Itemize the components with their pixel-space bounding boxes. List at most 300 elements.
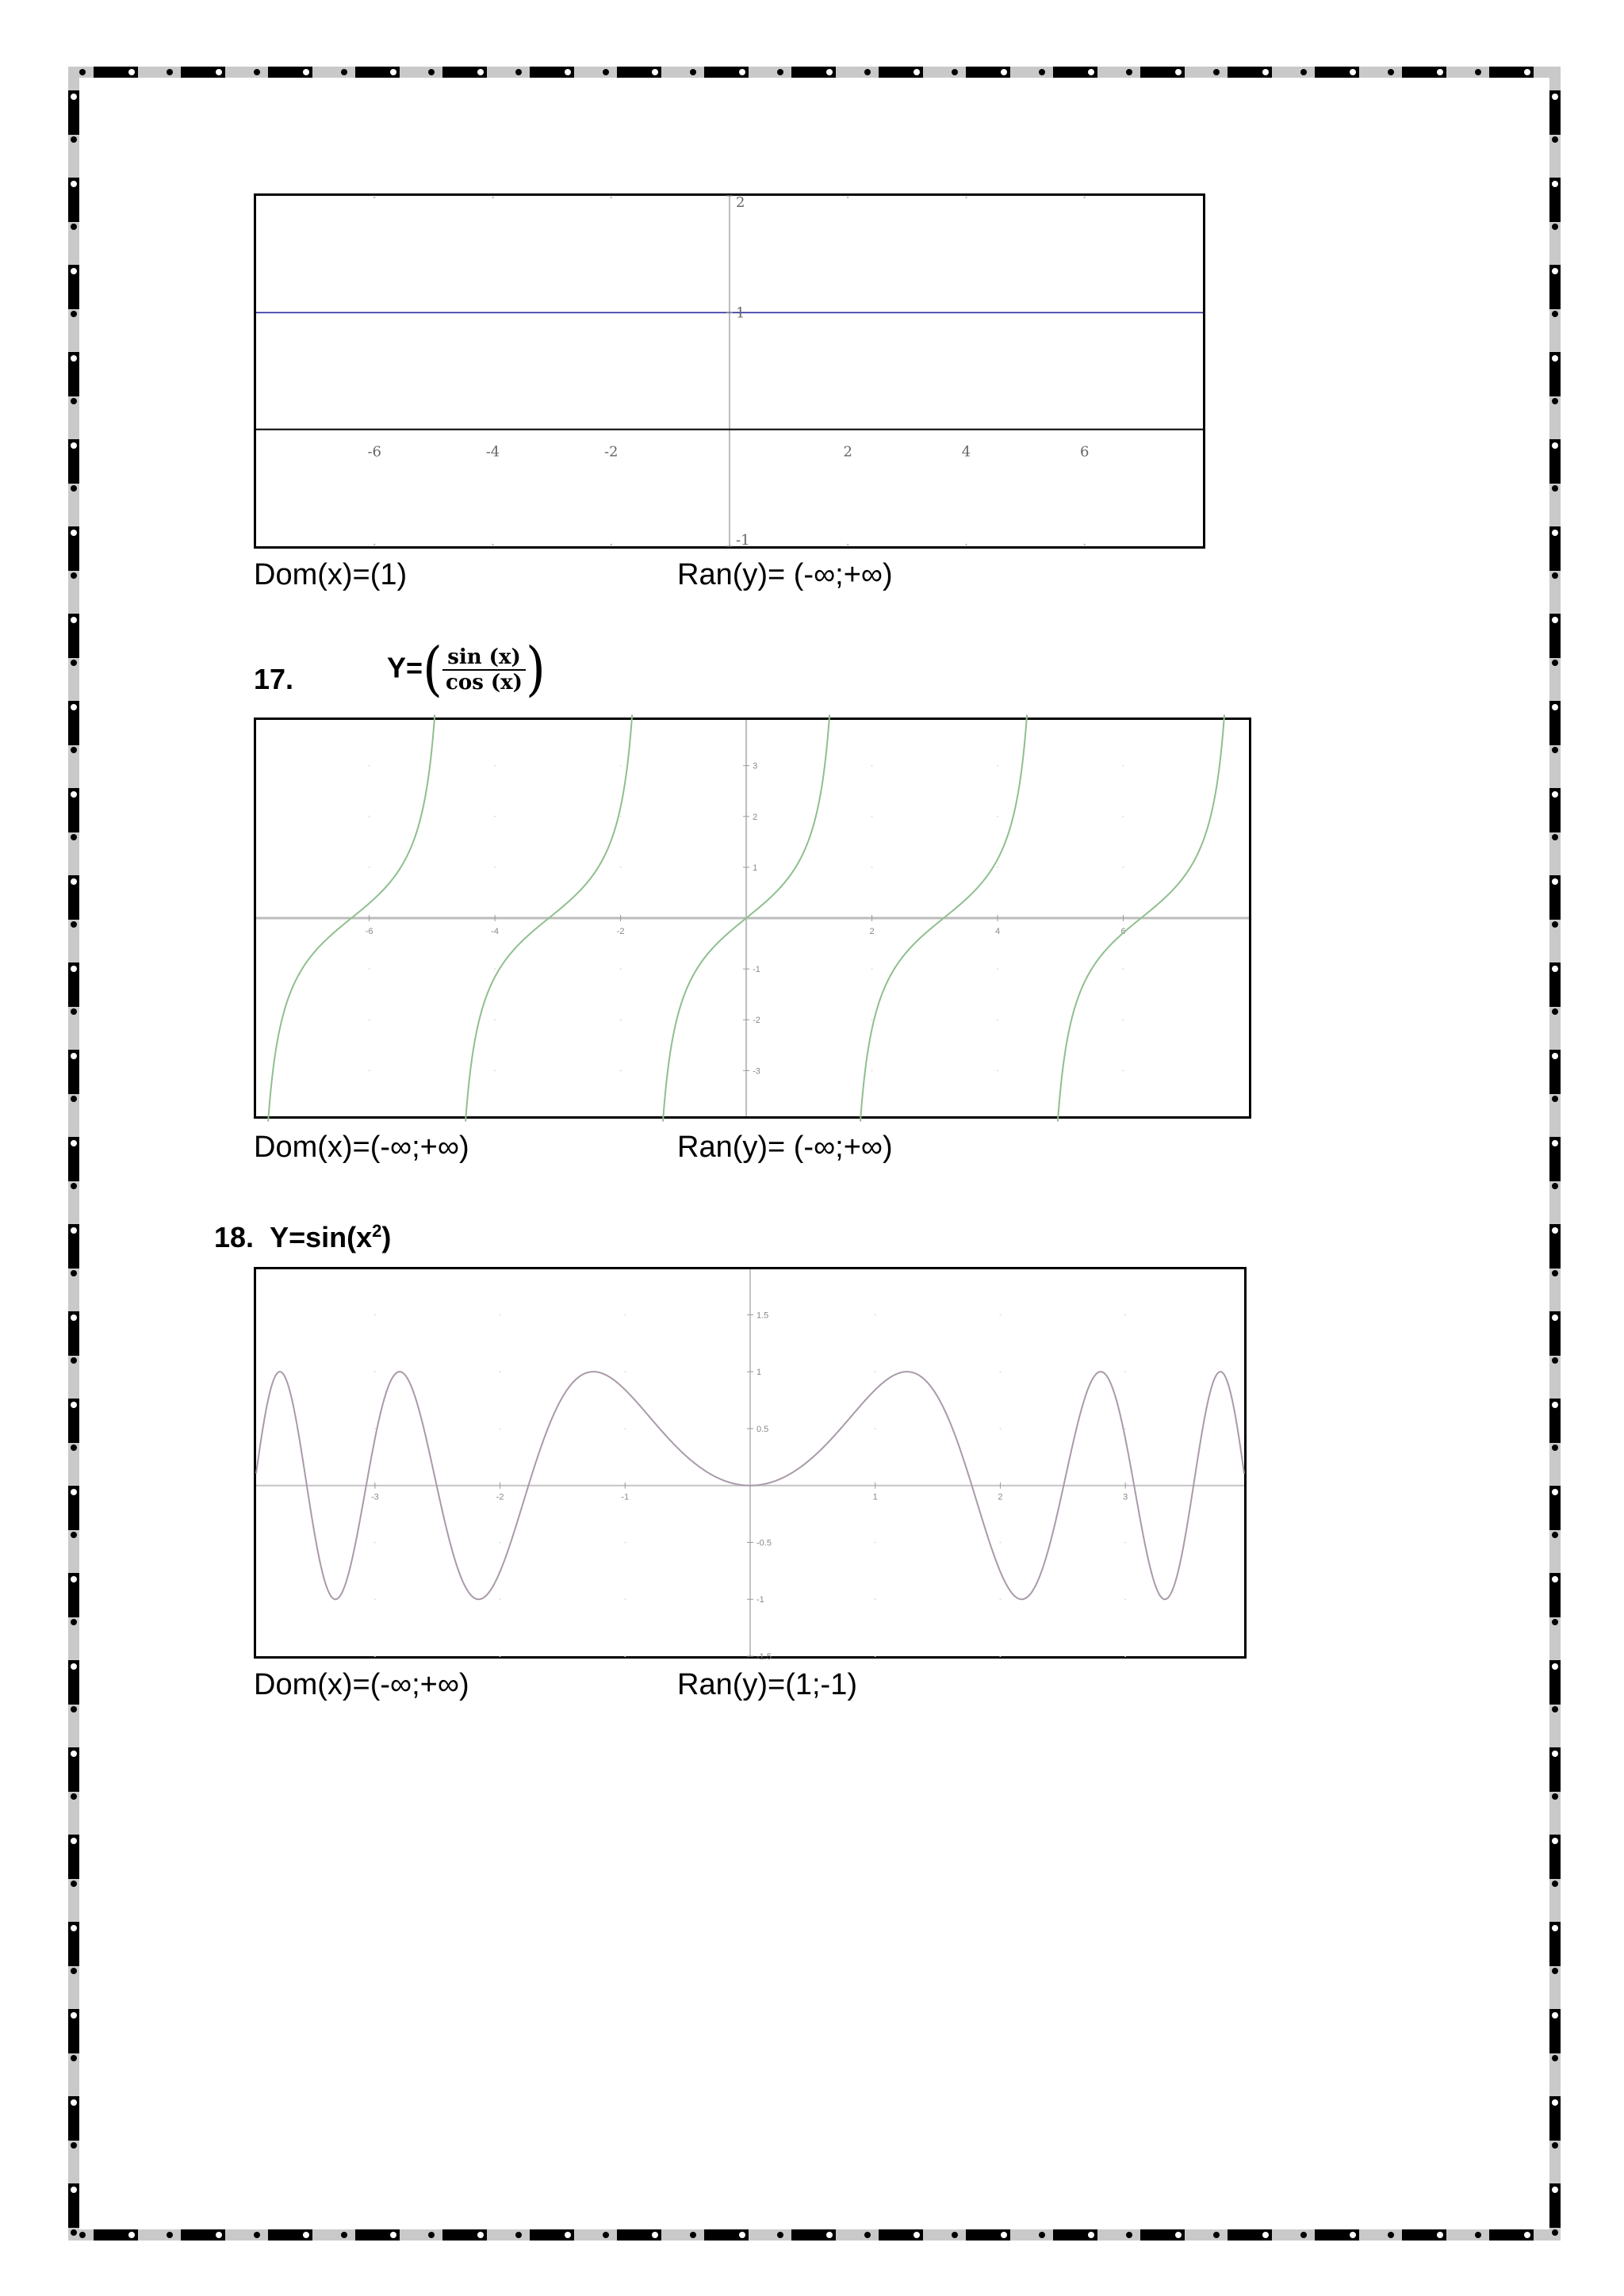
border-dot: [71, 398, 77, 404]
x-tick-label: 2: [869, 927, 875, 936]
border-dot: [1039, 2232, 1045, 2238]
grid-dot: [494, 1070, 496, 1071]
border-dot-white: [1262, 69, 1269, 75]
border-dot: [1552, 1008, 1558, 1015]
border-dot-white: [1552, 2012, 1558, 2019]
grid-dot: [374, 1371, 376, 1372]
y-tick-label: -1: [736, 532, 750, 549]
border-dot-white: [1552, 1663, 1558, 1670]
border-dot: [71, 136, 77, 143]
grid-dot: [624, 1655, 626, 1657]
border-dot-white: [1552, 966, 1558, 972]
border-dot-white: [1552, 355, 1558, 362]
border-dot: [1126, 2232, 1132, 2238]
border-dot: [1388, 69, 1394, 75]
border-dot: [79, 69, 86, 75]
exercise-number-18: 18.: [214, 1221, 255, 1253]
border-dot: [71, 1793, 77, 1800]
border-dot-white: [71, 268, 77, 274]
border-dot: [71, 2229, 77, 2236]
border-dot: [1552, 1968, 1558, 1974]
formula-18-prefix: Y=sin(x: [270, 1221, 373, 1253]
right-paren: ): [525, 636, 546, 704]
border-dot: [71, 1096, 77, 1102]
border-dot-white: [71, 966, 77, 972]
left-paren: (: [423, 636, 443, 704]
border-dot-white: [71, 2012, 77, 2019]
border-dot-white: [652, 69, 658, 75]
x-tick-label: -6: [365, 927, 373, 936]
border-dot: [1552, 398, 1558, 404]
border-dot: [71, 2055, 77, 2061]
border-dot-white: [1437, 2232, 1443, 2238]
x-tick-label: 6: [1120, 927, 1126, 936]
border-dot-white: [1552, 1925, 1558, 1931]
range-label-16: Ran(y)= (-∞;+∞): [677, 558, 893, 591]
border-dot-white: [71, 704, 77, 710]
plot-constant-function: [254, 193, 1205, 549]
border-dot: [515, 2232, 522, 2238]
grid-dot: [875, 1314, 876, 1315]
border-dot-white: [1175, 2232, 1182, 2238]
border-dot-white: [1552, 442, 1558, 449]
border-dot-white: [565, 69, 571, 75]
grid-dot: [1123, 1019, 1124, 1020]
grid-dot: [620, 1019, 622, 1020]
border-dot-white: [477, 2232, 484, 2238]
domain-label-17: Dom(x)=(-∞;+∞): [254, 1131, 469, 1164]
border-dot-white: [1552, 791, 1558, 798]
x-tick-label: -6: [367, 443, 382, 461]
border-dot-white: [914, 2232, 920, 2238]
border-dot: [952, 2232, 958, 2238]
grid-dot: [965, 197, 967, 198]
border-dot-white: [216, 2232, 222, 2238]
border-dot-white: [1524, 69, 1530, 75]
grid-dot: [871, 968, 873, 970]
border-dot: [71, 311, 77, 317]
border-dot-white: [1552, 878, 1558, 885]
grid-dot: [965, 544, 967, 545]
border-dot-white: [390, 2232, 396, 2238]
border-dot: [1552, 1183, 1558, 1189]
border-dot-white: [1001, 2232, 1007, 2238]
x-tick-label: -4: [491, 927, 500, 936]
grid-dot: [999, 1655, 1001, 1657]
x-tick-label: -2: [616, 927, 625, 936]
grid-dot: [369, 968, 370, 970]
border-dot-white: [477, 69, 484, 75]
border-dot-white: [1552, 268, 1558, 274]
border-dot-white: [1262, 2232, 1269, 2238]
grid-dot: [500, 1428, 501, 1429]
grid-dot: [1084, 544, 1086, 545]
grid-dot: [620, 816, 622, 817]
border-dot: [79, 2232, 86, 2238]
border-dot-white: [565, 2232, 571, 2238]
plot18-svg: [256, 1269, 1244, 1662]
border-dot-white: [71, 1663, 77, 1670]
border-dot: [1552, 1706, 1558, 1712]
grid-dot: [374, 1655, 376, 1657]
border-dot-white: [1552, 1314, 1558, 1321]
border-dot: [71, 224, 77, 230]
grid-dot: [997, 1070, 998, 1071]
grid-dot: [500, 1541, 501, 1543]
grid-dot: [374, 1598, 376, 1600]
grid-dot: [494, 968, 496, 970]
grid-dot: [624, 1314, 626, 1315]
grid-dot: [624, 1428, 626, 1429]
grid-dot: [871, 765, 873, 767]
border-dot: [71, 1357, 77, 1364]
border-dot-white: [826, 69, 833, 75]
x-tick-label: 1: [872, 1492, 878, 1502]
border-dot: [864, 69, 871, 75]
grid-dot: [374, 1314, 376, 1315]
grid-dot: [1124, 1598, 1126, 1600]
grid-dot: [997, 816, 998, 817]
border-dot-white: [71, 530, 77, 536]
grid-dot: [1123, 1070, 1124, 1071]
fraction-numerator: sin (x): [442, 645, 526, 671]
grid-dot: [611, 544, 612, 545]
border-dot-white: [128, 2232, 135, 2238]
grid-dot: [624, 1541, 626, 1543]
grid-dot: [997, 867, 998, 868]
border-dot: [71, 1183, 77, 1189]
border-dot-white: [1552, 2099, 1558, 2106]
border-dot-white: [216, 69, 222, 75]
y-tick-label: 2: [753, 812, 758, 822]
border-dot-white: [71, 1489, 77, 1495]
grid-dot: [997, 765, 998, 767]
grid-dot: [999, 1314, 1001, 1315]
x-tick-label: 2: [843, 443, 852, 461]
x-tick-label: -1: [621, 1492, 630, 1502]
border-dot-white: [71, 1576, 77, 1582]
border-dot-white: [71, 1314, 77, 1321]
border-dot: [1552, 224, 1558, 230]
border-dot: [71, 1445, 77, 1451]
grid-dot: [999, 1541, 1001, 1543]
border-dot-white: [1175, 69, 1182, 75]
plot17-svg: [256, 720, 1249, 1116]
border-dot: [777, 2232, 783, 2238]
grid-dot: [620, 968, 622, 970]
y-tick-label: 1: [756, 1368, 762, 1378]
border-dot: [1126, 69, 1132, 75]
border-dot: [1388, 2232, 1394, 2238]
border-dot: [254, 69, 260, 75]
border-dot: [603, 2232, 609, 2238]
grid-dot: [1123, 867, 1124, 868]
y-tick-label: -0.5: [756, 1538, 772, 1548]
grid-dot: [875, 1428, 876, 1429]
border-dot: [1552, 660, 1558, 666]
grid-dot: [373, 197, 375, 198]
border-dot: [1552, 1270, 1558, 1276]
border-dot: [1300, 69, 1307, 75]
x-tick-label: -3: [370, 1492, 379, 1502]
grid-dot: [624, 1371, 626, 1372]
border-dot: [71, 1270, 77, 1276]
border-dot-white: [1552, 1751, 1558, 1757]
border-dot: [167, 69, 173, 75]
border-dot-white: [1552, 1053, 1558, 1059]
border-dot-white: [1552, 1227, 1558, 1234]
grid-dot: [871, 816, 873, 817]
border-dot: [777, 69, 783, 75]
border-dot-white: [71, 1227, 77, 1234]
grid-dot: [500, 1655, 501, 1657]
grid-dot: [875, 1371, 876, 1372]
grid-dot: [369, 816, 370, 817]
border-dot-white: [303, 2232, 309, 2238]
grid-dot: [494, 816, 496, 817]
border-dot-white: [71, 355, 77, 362]
border-dot-white: [1088, 69, 1094, 75]
border-dot: [341, 69, 347, 75]
border-dot-white: [1552, 94, 1558, 100]
border-dot-white: [71, 617, 77, 623]
border-dot: [1552, 1619, 1558, 1625]
grid-dot: [373, 544, 375, 545]
y-tick-label: 0.5: [756, 1424, 769, 1434]
border-dot-white: [71, 2099, 77, 2106]
grid-dot: [997, 968, 998, 970]
border-dot-white: [1552, 704, 1558, 710]
grid-dot: [999, 1371, 1001, 1372]
grid-dot: [494, 867, 496, 868]
border-dot: [71, 1532, 77, 1538]
border-dot: [952, 69, 958, 75]
border-dot: [71, 921, 77, 928]
border-dot: [71, 2142, 77, 2149]
grid-dot: [620, 765, 622, 767]
border-dot: [1552, 1793, 1558, 1800]
plot-tangent-function: [254, 718, 1251, 1119]
grid-dot: [611, 197, 612, 198]
grid-dot: [369, 1070, 370, 1071]
border-dot: [71, 572, 77, 579]
border-dot: [71, 660, 77, 666]
border-dot-white: [71, 1140, 77, 1146]
border-dot: [1552, 921, 1558, 928]
border-dot: [71, 834, 77, 840]
border-dot: [1552, 572, 1558, 579]
border-dot: [428, 69, 435, 75]
border-dot: [1552, 2055, 1558, 2061]
x-tick-label: 6: [1080, 443, 1090, 461]
border-dot-white: [71, 1925, 77, 1931]
border-dot: [1475, 69, 1481, 75]
grid-dot: [369, 765, 370, 767]
border-dot: [864, 2232, 871, 2238]
y-tick-label: 3: [753, 761, 758, 771]
grid-dot: [500, 1371, 501, 1372]
grid-dot: [999, 1428, 1001, 1429]
border-dot: [1552, 485, 1558, 492]
border-dot-white: [71, 181, 77, 187]
border-dot-white: [390, 69, 396, 75]
grid-dot: [1123, 765, 1124, 767]
border-dot-white: [1552, 2187, 1558, 2193]
grid-dot: [875, 1598, 876, 1600]
border-dot-white: [71, 442, 77, 449]
border-dot-white: [1552, 1489, 1558, 1495]
border-dot: [341, 2232, 347, 2238]
border-dot: [71, 1881, 77, 1887]
border-dot-white: [71, 94, 77, 100]
domain-label-16: Dom(x)=(1): [254, 558, 408, 591]
border-dot: [428, 2232, 435, 2238]
y-tick-label: 1: [736, 304, 745, 322]
border-dot-white: [1552, 181, 1558, 187]
x-tick-label: -2: [603, 443, 619, 461]
border-dot-white: [1350, 69, 1356, 75]
border-dot-white: [71, 1402, 77, 1408]
border-dot-white: [1001, 69, 1007, 75]
border-dot: [254, 2232, 260, 2238]
border-dot-white: [1552, 1140, 1558, 1146]
grid-dot: [624, 1598, 626, 1600]
grid-dot: [999, 1598, 1001, 1600]
domain-label-18: Dom(x)=(-∞;+∞): [254, 1668, 469, 1701]
border-dot: [1213, 69, 1220, 75]
x-tick-label: 4: [961, 443, 971, 461]
grid-dot: [871, 1070, 873, 1071]
range-label-17: Ran(y)= (-∞;+∞): [677, 1131, 893, 1164]
grid-dot: [875, 1655, 876, 1657]
border-dot-white: [71, 1751, 77, 1757]
border-dot: [1552, 747, 1558, 753]
border-dot-white: [71, 791, 77, 798]
y-tick-label: -3: [753, 1066, 760, 1077]
x-tick-label: 2: [998, 1492, 1003, 1502]
border-dot: [71, 485, 77, 492]
x-tick-label: -4: [485, 443, 500, 461]
grid-dot: [500, 1314, 501, 1315]
border-dot: [1552, 2142, 1558, 2149]
border-dot-white: [71, 1053, 77, 1059]
border-dot-white: [71, 878, 77, 885]
border-dot: [1213, 2232, 1220, 2238]
border-dot: [1552, 1096, 1558, 1102]
grid-dot: [494, 765, 496, 767]
border-dot-white: [303, 69, 309, 75]
border-dot: [71, 747, 77, 753]
border-dot-white: [914, 69, 920, 75]
border-dot: [1552, 2229, 1558, 2236]
grid-dot: [1124, 1371, 1126, 1372]
border-dot: [690, 69, 696, 75]
border-dot: [515, 69, 522, 75]
y-tick-label: 1: [753, 863, 758, 873]
y-tick-label: 1.5: [756, 1311, 769, 1321]
border-dot: [1552, 136, 1558, 143]
grid-dot: [847, 197, 848, 198]
grid-dot: [1084, 197, 1086, 198]
fraction: [442, 645, 526, 695]
border-dot: [1552, 1532, 1558, 1538]
plot16-svg: [256, 194, 1203, 549]
border-dot: [1552, 1881, 1558, 1887]
border-dot: [603, 69, 609, 75]
grid-dot: [492, 544, 493, 545]
formula-18: [214, 1221, 391, 1254]
border-dot-white: [1437, 69, 1443, 75]
border-dot-white: [652, 2232, 658, 2238]
y-tick-label: -1: [756, 1595, 764, 1605]
border-dot: [1552, 1357, 1558, 1364]
grid-dot: [871, 867, 873, 868]
exercise-number-17: 17.: [254, 663, 294, 695]
grid-dot: [369, 1019, 370, 1020]
y-tick-label: -1: [753, 965, 760, 975]
border-dot: [167, 2232, 173, 2238]
grid-dot: [847, 544, 848, 545]
formula-18-suffix: ): [381, 1221, 392, 1253]
grid-dot: [500, 1598, 501, 1600]
border-dot: [71, 1008, 77, 1015]
x-tick-label: -2: [496, 1492, 504, 1502]
border-dot: [1552, 1445, 1558, 1451]
grid-dot: [374, 1428, 376, 1429]
grid-dot: [1124, 1428, 1126, 1429]
border-dot-white: [1088, 2232, 1094, 2238]
border-dot-white: [739, 69, 745, 75]
grid-dot: [1124, 1541, 1126, 1543]
border-dot: [71, 1619, 77, 1625]
y-tick-label: -1.5: [756, 1652, 772, 1662]
fraction-denominator: cos (x): [446, 671, 523, 695]
grid-dot: [494, 1019, 496, 1020]
formula-18-exponent: 2: [372, 1221, 382, 1241]
grid-dot: [1124, 1314, 1126, 1315]
grid-dot: [620, 1070, 622, 1071]
border-dot-white: [739, 2232, 745, 2238]
border-dot-white: [71, 1838, 77, 1844]
formula-17: [387, 636, 546, 704]
grid-dot: [871, 1019, 873, 1020]
y-tick-label: -2: [753, 1016, 760, 1026]
border-dot: [1300, 2232, 1307, 2238]
grid-dot: [374, 1541, 376, 1543]
border-dot-white: [71, 2187, 77, 2193]
range-label-18: Ran(y)=(1;-1): [677, 1668, 857, 1701]
border-dot-white: [1552, 617, 1558, 623]
x-tick-label: 4: [994, 927, 1001, 936]
border-dot-white: [1552, 1402, 1558, 1408]
border-dot-white: [1350, 2232, 1356, 2238]
border-dot: [71, 1706, 77, 1712]
border-dot-white: [1552, 1576, 1558, 1582]
border-dot: [1039, 69, 1045, 75]
border-dot: [1552, 311, 1558, 317]
grid-dot: [620, 867, 622, 868]
border-dot: [1475, 2232, 1481, 2238]
formula-17-prefix: Y=: [387, 651, 423, 684]
grid-dot: [1124, 1655, 1126, 1657]
border-dot-white: [1524, 2232, 1530, 2238]
grid-dot: [369, 867, 370, 868]
grid-dot: [997, 1019, 998, 1020]
grid-dot: [492, 197, 493, 198]
grid-dot: [1123, 816, 1124, 817]
x-tick-label: 3: [1123, 1492, 1128, 1502]
border-dot-white: [1552, 530, 1558, 536]
